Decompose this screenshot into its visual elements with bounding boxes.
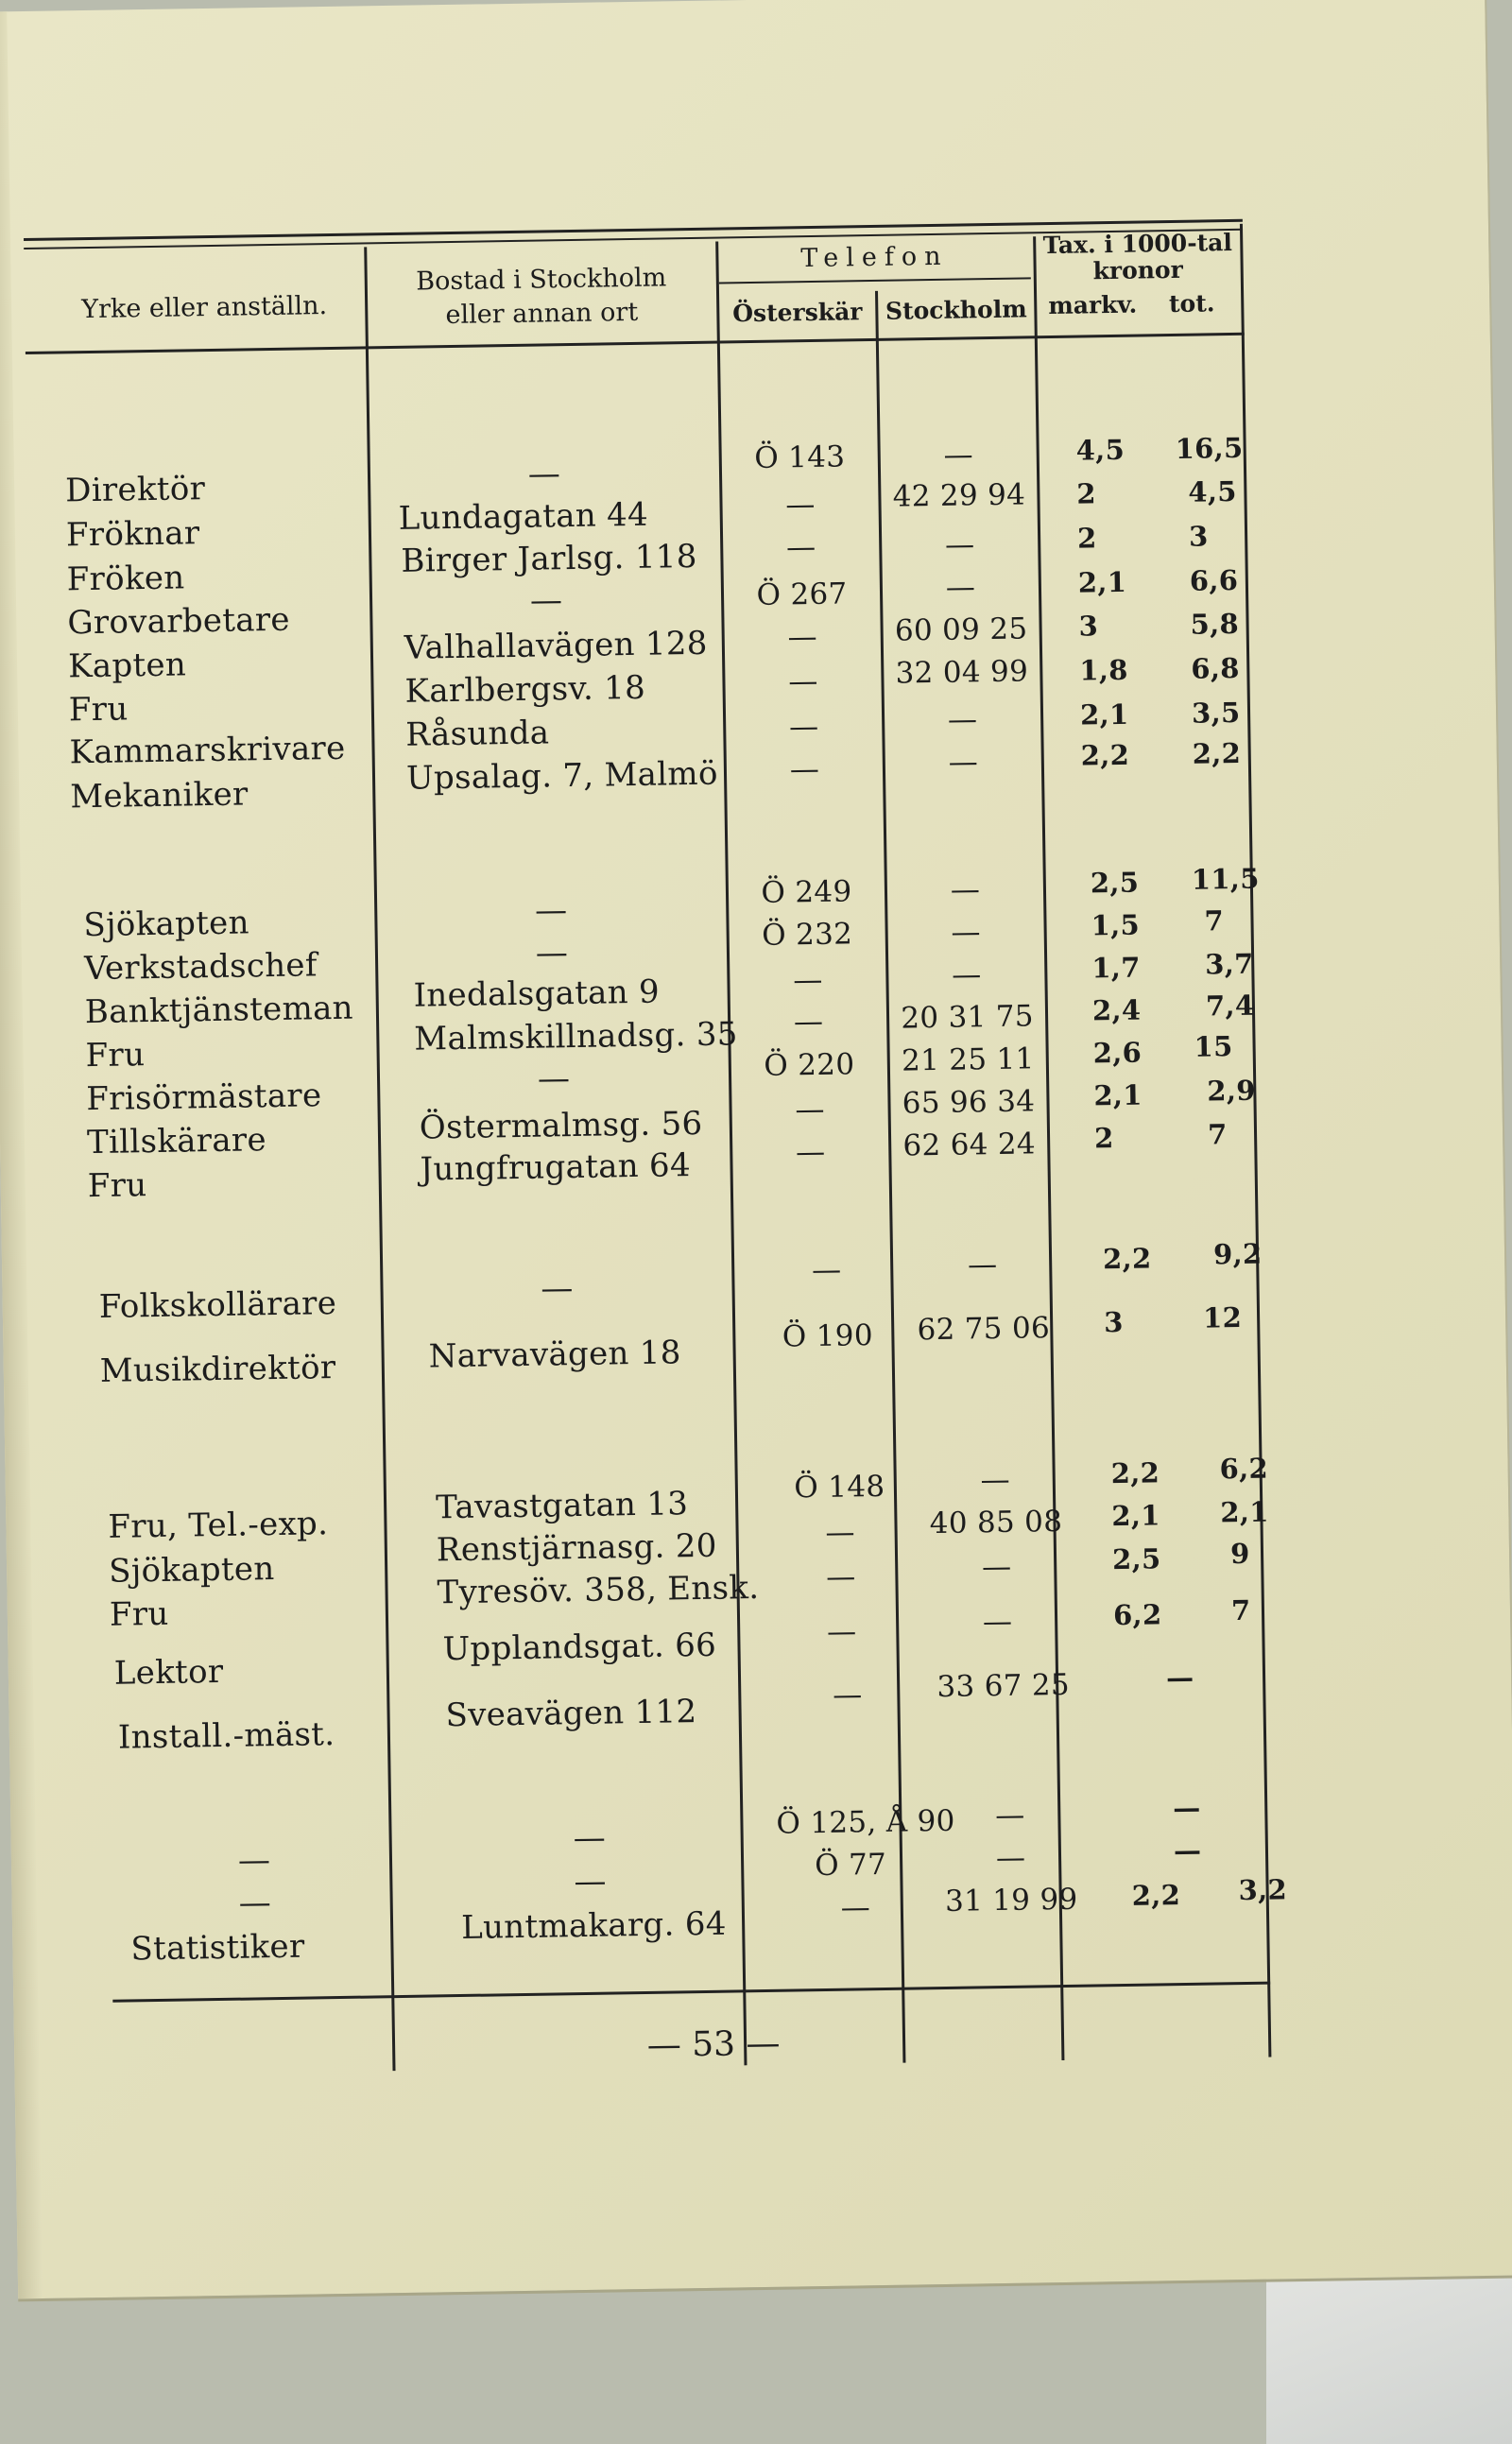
occupation-cell: Sjökapten bbox=[83, 904, 250, 945]
osterskar-phone-cell: — bbox=[789, 751, 820, 787]
tax-total-cell: 7,4 bbox=[1205, 989, 1255, 1023]
osterskar-phone-cell: Ö 249 bbox=[761, 874, 852, 910]
occupation-cell: — bbox=[238, 1884, 272, 1922]
address-cell: Tavastgatan 13 bbox=[435, 1485, 689, 1527]
address-cell: — bbox=[527, 455, 561, 493]
occupation-cell: Fröknar bbox=[65, 514, 200, 555]
stockholm-phone-cell: — bbox=[982, 1604, 1013, 1640]
address-cell: Råsunda bbox=[405, 714, 550, 754]
address-cell: — bbox=[537, 1059, 571, 1098]
tax-total-cell: 7 bbox=[1230, 1593, 1251, 1627]
address-cell: — bbox=[535, 934, 569, 972]
tax-markv-cell: 2,2 bbox=[1102, 1242, 1152, 1276]
stockholm-phone-cell: 42 29 94 bbox=[892, 477, 1026, 514]
stockholm-phone-cell: — bbox=[948, 745, 979, 780]
tax-total-cell: 5,8 bbox=[1190, 607, 1240, 641]
tax-markv-cell: 1,5 bbox=[1091, 908, 1141, 942]
address-cell: Lundagatan 44 bbox=[398, 495, 649, 538]
osterskar-phone-cell: — bbox=[785, 487, 816, 523]
occupation-cell: Statistiker bbox=[130, 1927, 305, 1969]
occupation-cell: Kapten bbox=[67, 645, 187, 686]
osterskar-phone-cell: — bbox=[825, 1515, 856, 1550]
tax-markv-cell: — bbox=[1172, 1791, 1201, 1825]
stockholm-phone-cell: — bbox=[981, 1549, 1012, 1585]
tax-total-cell: 4,5 bbox=[1188, 474, 1238, 508]
table-bottom-rule bbox=[112, 1982, 1270, 2003]
tax-markv-cell: 4,5 bbox=[1075, 433, 1125, 467]
stockholm-phone-cell: — bbox=[947, 702, 978, 737]
osterskar-phone-cell: — bbox=[832, 1678, 863, 1713]
occupation-cell: Lektor bbox=[113, 1652, 224, 1693]
osterskar-phone-cell: — bbox=[811, 1252, 842, 1288]
occupation-cell: Fröken bbox=[66, 559, 185, 599]
header-tax-tot: tot. bbox=[1168, 289, 1215, 318]
address-cell: — bbox=[541, 1269, 575, 1308]
tax-markv-cell: 2,6 bbox=[1092, 1036, 1143, 1070]
tax-total-cell: 12 bbox=[1202, 1300, 1243, 1334]
tax-markv-cell: 1,7 bbox=[1091, 951, 1141, 985]
osterskar-phone-cell: Ö 148 bbox=[794, 1469, 885, 1506]
stockholm-phone-cell: 62 75 06 bbox=[917, 1311, 1051, 1348]
address-cell: Östermalmsg. 56 bbox=[419, 1104, 703, 1147]
occupation-cell: Frisörmästare bbox=[86, 1076, 322, 1119]
stockholm-phone-cell: 32 04 99 bbox=[895, 654, 1029, 691]
address-cell: Jungfrugatan 64 bbox=[420, 1146, 692, 1189]
osterskar-phone-cell: — bbox=[788, 709, 819, 745]
col-rule-5 bbox=[1240, 224, 1271, 2057]
telefon-subrule bbox=[719, 277, 1031, 284]
occupation-cell: Mekaniker bbox=[69, 775, 249, 817]
address-cell: — bbox=[534, 891, 568, 930]
stockholm-phone-cell: 60 09 25 bbox=[894, 611, 1028, 648]
tax-total-cell: 7 bbox=[1207, 1118, 1228, 1151]
header-tax-markv: markv. bbox=[1048, 290, 1138, 320]
header-residence-line1: Bostad i Stockholm bbox=[416, 263, 667, 297]
stockholm-phone-cell: — bbox=[944, 527, 975, 562]
osterskar-phone-cell: Ö 220 bbox=[764, 1047, 855, 1083]
occupation-cell: Folkskollärare bbox=[98, 1283, 337, 1326]
tax-markv-cell: 6,2 bbox=[1112, 1598, 1162, 1632]
occupation-cell: Fru, Tel.-exp. bbox=[108, 1505, 329, 1546]
occupation-cell: Sjökapten bbox=[108, 1550, 275, 1591]
tax-markv-cell: 2,5 bbox=[1111, 1542, 1161, 1576]
header-tax-line1: Tax. i 1000-tal bbox=[1042, 228, 1233, 260]
header-telefon: Telefon bbox=[800, 241, 949, 274]
occupation-cell: Kammarskrivare bbox=[69, 729, 346, 772]
osterskar-phone-cell: Ö 190 bbox=[782, 1318, 874, 1354]
osterskar-phone-cell: — bbox=[788, 663, 818, 699]
header-tax-line2: kronor bbox=[1092, 255, 1184, 285]
tax-total-cell: 9 bbox=[1229, 1537, 1250, 1571]
tax-markv-cell: 2,2 bbox=[1110, 1456, 1160, 1490]
tax-total-cell: 16,5 bbox=[1175, 431, 1244, 465]
tax-markv-cell: — bbox=[1165, 1661, 1194, 1695]
osterskar-phone-cell: — bbox=[825, 1559, 856, 1594]
tax-total-cell: 2,1 bbox=[1220, 1495, 1269, 1529]
tax-markv-cell: 2 bbox=[1076, 477, 1097, 510]
stockholm-phone-cell: 40 85 08 bbox=[929, 1504, 1063, 1541]
tax-total-cell: 3,2 bbox=[1238, 1873, 1288, 1907]
tax-total-cell: 6,8 bbox=[1191, 651, 1240, 685]
tax-total-cell: 2,2 bbox=[1192, 736, 1242, 770]
tax-total-cell: 15 bbox=[1194, 1030, 1233, 1063]
address-cell: Narvavägen 18 bbox=[428, 1334, 681, 1376]
header-tel-stockholm: Stockholm bbox=[885, 295, 1027, 325]
page-number: — 53 — bbox=[646, 2023, 781, 2065]
osterskar-phone-cell: — bbox=[795, 1134, 826, 1170]
occupation-cell: Banktjänsteman bbox=[84, 989, 354, 1032]
occupation-cell: Fru bbox=[109, 1594, 169, 1634]
tax-total-cell: 3,7 bbox=[1204, 947, 1254, 981]
address-cell: Karlbergsv. 18 bbox=[404, 668, 646, 711]
osterskar-phone-cell: — bbox=[795, 1092, 826, 1127]
header-occupation: Yrke eller anställn. bbox=[81, 291, 328, 325]
occupation-cell: Fru bbox=[68, 690, 129, 730]
address-cell: Malmskillnadsg. 35 bbox=[414, 1015, 738, 1058]
osterskar-phone-cell: Ö 125, Å 90 bbox=[776, 1803, 955, 1841]
tax-total-cell: 3 bbox=[1188, 520, 1209, 553]
stockholm-phone-cell: 31 19 99 bbox=[944, 1882, 1078, 1919]
page-gutter bbox=[0, 11, 43, 2298]
header-residence-line2: eller annan ort bbox=[445, 297, 639, 331]
stockholm-phone-cell: — bbox=[967, 1248, 998, 1282]
tax-markv-cell: 2,1 bbox=[1077, 565, 1127, 599]
osterskar-phone-cell: — bbox=[787, 619, 818, 655]
tax-total-cell: 7 bbox=[1204, 904, 1225, 938]
tax-total-cell: 6,6 bbox=[1189, 563, 1239, 597]
stockholm-phone-cell: — bbox=[950, 872, 981, 907]
address-cell: Tyresöv. 358, Ensk. bbox=[437, 1569, 760, 1612]
tax-total-cell: 6,2 bbox=[1219, 1452, 1269, 1486]
tax-total-cell: 2,9 bbox=[1207, 1074, 1256, 1108]
occupation-cell: Tillskärare bbox=[86, 1121, 267, 1162]
tax-markv-cell: 2,5 bbox=[1090, 866, 1140, 900]
tax-markv-cell: 2,1 bbox=[1093, 1078, 1143, 1112]
stockholm-phone-cell: — bbox=[995, 1840, 1026, 1876]
address-cell: Upplandsgat. 66 bbox=[442, 1626, 717, 1669]
occupation-cell: Fru bbox=[85, 1036, 146, 1076]
stockholm-phone-cell: — bbox=[980, 1462, 1011, 1498]
tax-markv-cell: 2 bbox=[1076, 522, 1097, 555]
tax-markv-cell: 3 bbox=[1078, 610, 1099, 643]
occupation-cell: Install.-mäst. bbox=[117, 1715, 335, 1757]
stockholm-phone-cell: — bbox=[943, 438, 974, 473]
tax-markv-cell: 2,2 bbox=[1131, 1879, 1181, 1912]
stockholm-phone-cell: 65 96 34 bbox=[902, 1084, 1036, 1121]
tax-total-cell: 11,5 bbox=[1191, 862, 1260, 896]
tax-markv-cell: 2,4 bbox=[1091, 993, 1142, 1027]
osterskar-phone-cell: — bbox=[826, 1614, 857, 1649]
osterskar-phone-cell: — bbox=[793, 1004, 824, 1040]
col-rule-1 bbox=[364, 247, 395, 2071]
occupation-cell: Verkstadschef bbox=[83, 946, 318, 989]
address-cell: Birger Jarlsg. 118 bbox=[401, 537, 697, 580]
address-cell: Inedalsgatan 9 bbox=[413, 972, 661, 1015]
address-cell: Valhallavägen 128 bbox=[404, 624, 708, 667]
address-cell: Upsalag. 7, Malmö bbox=[405, 754, 719, 798]
address-cell: — bbox=[574, 1862, 608, 1902]
address-cell: — bbox=[529, 581, 563, 620]
stockholm-phone-cell: 20 31 75 bbox=[901, 999, 1035, 1036]
osterskar-phone-cell: — bbox=[793, 962, 823, 998]
stockholm-phone-cell: 33 67 25 bbox=[936, 1667, 1071, 1705]
stockholm-phone-cell: — bbox=[945, 570, 976, 605]
occupation-cell: Fru bbox=[87, 1166, 147, 1206]
tax-markv-cell: 2,2 bbox=[1080, 738, 1130, 772]
occupation-cell: Musikdirektör bbox=[99, 1349, 336, 1390]
tax-markv-cell: 3 bbox=[1103, 1305, 1124, 1339]
tax-total-cell: 3,5 bbox=[1191, 696, 1241, 730]
osterskar-phone-cell: Ö 267 bbox=[756, 577, 848, 612]
occupation-cell: Grovarbetare bbox=[67, 600, 291, 643]
address-cell: Sveavägen 112 bbox=[445, 1693, 697, 1735]
osterskar-phone-cell: — bbox=[840, 1890, 871, 1925]
osterskar-phone-cell: Ö 232 bbox=[761, 917, 853, 953]
header-tel-osterskar: Österskär bbox=[732, 298, 863, 328]
tax-total-cell: 9,2 bbox=[1212, 1237, 1263, 1271]
occupation-cell: — bbox=[237, 1841, 271, 1880]
tax-markv-cell: 2 bbox=[1093, 1122, 1114, 1155]
tax-markv-cell: 1,8 bbox=[1079, 653, 1128, 687]
osterskar-phone-cell: — bbox=[785, 529, 816, 565]
osterskar-phone-cell: Ö 143 bbox=[754, 439, 846, 475]
stockholm-phone-cell: — bbox=[951, 915, 982, 950]
stockholm-phone-cell: 21 25 11 bbox=[901, 1041, 1035, 1078]
osterskar-phone-cell: Ö 77 bbox=[814, 1847, 887, 1884]
tax-markv-cell: 2,1 bbox=[1079, 697, 1129, 731]
tax-markv-cell: — bbox=[1173, 1833, 1202, 1867]
occupation-cell: Direktör bbox=[64, 470, 206, 510]
stockholm-phone-cell: — bbox=[994, 1798, 1025, 1833]
tax-markv-cell: 2,1 bbox=[1111, 1499, 1161, 1533]
address-cell: Luntmakarg. 64 bbox=[460, 1904, 727, 1947]
header-bottom-rule bbox=[26, 333, 1245, 354]
address-cell: — bbox=[573, 1818, 607, 1858]
stockholm-phone-cell: — bbox=[951, 957, 982, 992]
address-cell: Renstjärnasg. 20 bbox=[436, 1526, 718, 1570]
stockholm-phone-cell: 62 64 24 bbox=[902, 1127, 1037, 1163]
